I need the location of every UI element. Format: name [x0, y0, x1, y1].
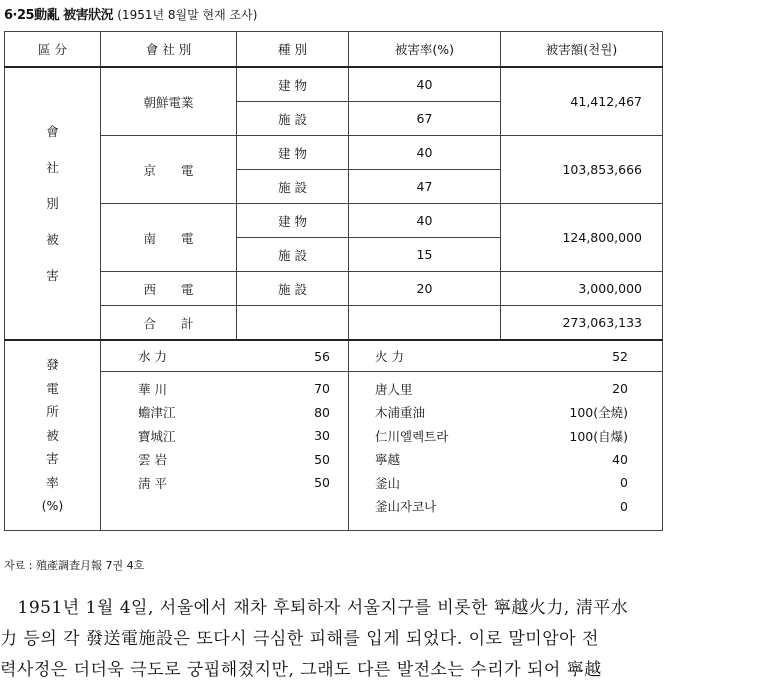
company-name: 西 電 — [101, 272, 237, 306]
rate-cell: 40 — [349, 136, 501, 170]
paragraph-line: 1951년 1월 4일, 서울에서 재차 후퇴하자 서울지구를 비롯한 寧越火力, 淸平水 — [0, 598, 629, 618]
type-cell: 建 物 — [237, 136, 349, 170]
rate-cell: 15 — [349, 238, 501, 272]
thermal-header-name: 火 力 — [375, 349, 404, 364]
amount-cell: 124,800,000 — [501, 204, 663, 272]
header-row — [5, 32, 663, 68]
type-cell: 施 設 — [237, 272, 349, 306]
rate-cell: 67 — [349, 102, 501, 136]
table-title — [4, 4, 257, 23]
plant-section — [5, 340, 663, 531]
empty-cell — [349, 306, 501, 341]
header-rate: 被害率(%) — [349, 32, 501, 68]
table-title-main: 6·25動亂 被害狀況 — [4, 8, 114, 23]
list-item: 唐人里 20 — [375, 381, 628, 397]
rate-cell: 40 — [349, 67, 501, 102]
list-item: 寶城江 30 — [138, 428, 330, 444]
hydro-header — [101, 341, 348, 372]
rate-cell: 40 — [349, 204, 501, 238]
list-item: 淸 平 50 — [138, 475, 330, 491]
company-group-label: 會 社 別 被 害 — [5, 67, 101, 340]
plant-group-label: 發 電 所 被 害 率 (%) — [5, 340, 101, 531]
type-cell: 建 物 — [237, 67, 349, 102]
rate-cell: 20 — [349, 272, 501, 306]
list-item: 寧越 40 — [375, 451, 628, 468]
list-item: 釜山자코나 0 — [375, 498, 628, 515]
total-amount: 273,063,133 — [501, 306, 663, 341]
list-item: 仁川엘렉트라 100(自爆) — [375, 428, 628, 444]
header-type: 種 別 — [237, 32, 349, 68]
empty-cell — [237, 306, 349, 341]
damage-table — [4, 31, 663, 531]
list-item: 雲 岩 50 — [138, 451, 330, 468]
header-category: 區 分 — [5, 32, 101, 68]
type-cell: 施 設 — [237, 170, 349, 204]
type-cell: 施 設 — [237, 238, 349, 272]
header-company: 會 社 別 — [101, 32, 237, 68]
table-row — [5, 204, 663, 238]
table-title-sub: (1951년 8월말 현재 조사) — [117, 8, 258, 22]
company-name: 朝鮮電業 — [101, 67, 237, 136]
paragraph-line: 力 등의 각 發送電施設은 또다시 극심한 피해를 입게 되었다. 이로 말미암아 전 — [0, 629, 599, 649]
table-row — [5, 136, 663, 170]
total-label: 合 計 — [101, 306, 237, 341]
header-amount: 被害額(천원) — [501, 32, 663, 68]
paragraph-line: 력사정은 더더욱 극도로 궁핍해졌지만, 그래도 다른 발전소는 수리가 되어 寧越 — [0, 660, 602, 680]
table-row — [5, 67, 663, 102]
hydro-plants — [101, 340, 349, 531]
thermal-plants — [349, 340, 663, 531]
type-cell: 建 物 — [237, 204, 349, 238]
company-name: 南 電 — [101, 204, 237, 272]
source-note: 자료 : 殖產調査月報 7권 4호 — [4, 559, 145, 572]
amount-cell: 3,000,000 — [501, 272, 663, 306]
hydro-header-name: 水 力 — [138, 349, 167, 364]
type-cell: 施 設 — [237, 102, 349, 136]
list-item: 華 川 70 — [138, 381, 330, 397]
list-item: 蟾津江 80 — [138, 404, 330, 421]
list-item: 木浦重油 100(全燒) — [375, 405, 628, 421]
amount-cell: 103,853,666 — [501, 136, 663, 204]
company-name: 京 電 — [101, 136, 237, 204]
hydro-header-value: 56 — [314, 348, 330, 364]
table-row — [5, 272, 663, 306]
thermal-header-value: 52 — [612, 348, 628, 364]
thermal-header — [349, 341, 662, 372]
list-item: 釜山 0 — [375, 475, 628, 491]
body-paragraph — [0, 593, 782, 686]
total-row — [5, 306, 663, 341]
rate-cell: 47 — [349, 170, 501, 204]
amount-cell: 41,412,467 — [501, 67, 663, 136]
